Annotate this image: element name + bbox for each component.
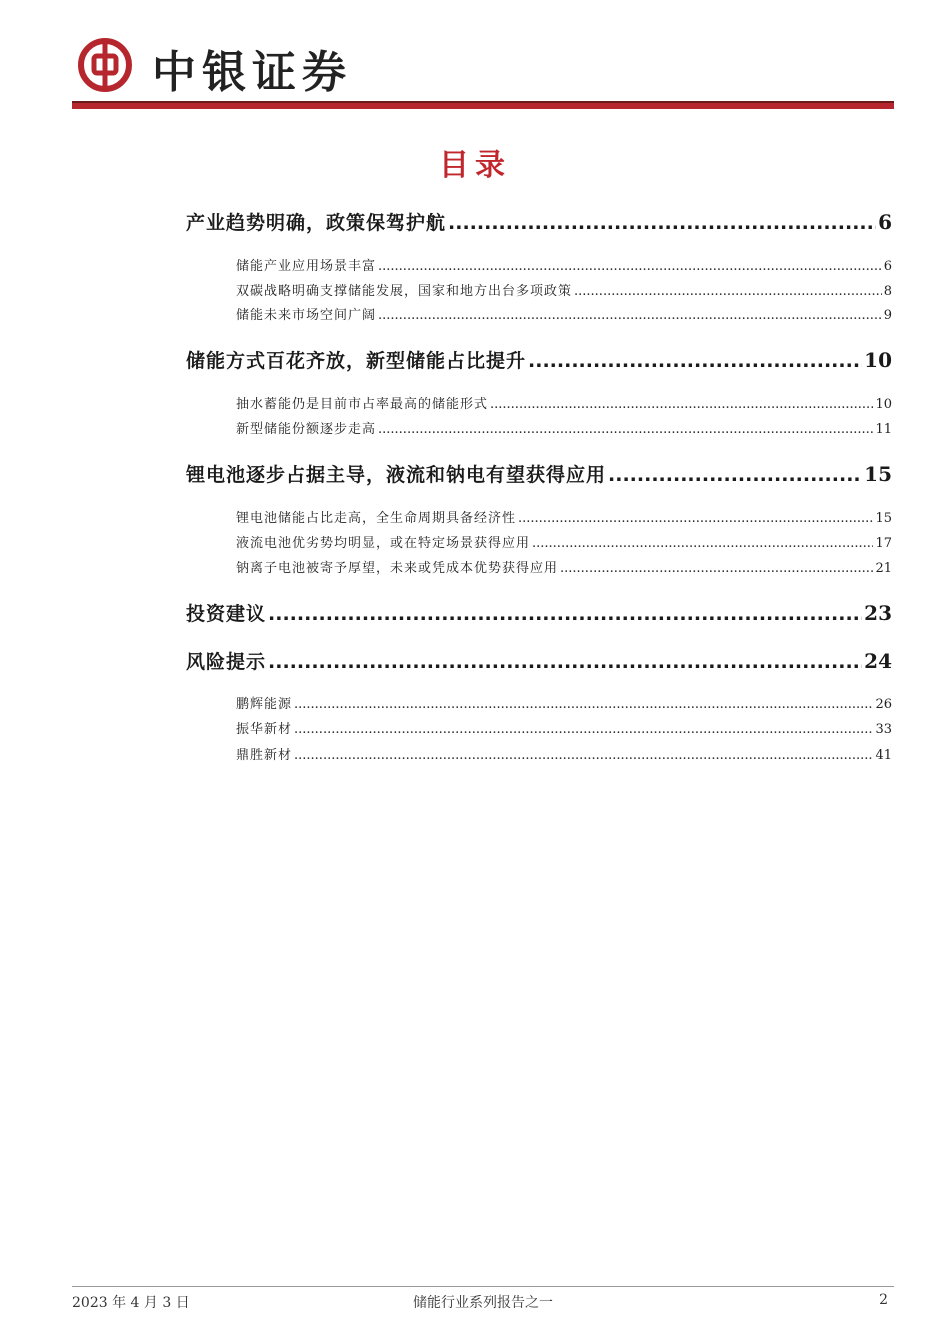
toc-entry-label: 储能方式百花齐放，新型储能占比提升 bbox=[186, 350, 527, 372]
footer-series-title: 储能行业系列报告之一 bbox=[413, 1295, 553, 1311]
toc-leader-dots bbox=[608, 464, 862, 486]
toc-entry-level2[interactable] bbox=[236, 718, 892, 737]
toc-entry-page: 6 bbox=[883, 259, 892, 274]
toc-entry-label: 鹏辉能源 bbox=[236, 697, 293, 712]
report-footer bbox=[72, 1292, 894, 1312]
toc-entry-label: 产业趋势明确，政策保驾护航 bbox=[186, 212, 447, 234]
toc-entry-page: 6 bbox=[878, 210, 892, 234]
toc-leader-dots bbox=[294, 722, 873, 737]
toc-leader-dots bbox=[560, 561, 873, 576]
toc-entry-label: 储能未来市场空间广阔 bbox=[236, 308, 377, 323]
toc-entry-level1[interactable] bbox=[186, 647, 892, 674]
toc-leader-dots bbox=[532, 536, 873, 551]
toc-entry-page: 15 bbox=[875, 511, 892, 526]
toc-entry-page: 26 bbox=[875, 697, 892, 712]
toc-entry-page: 23 bbox=[864, 601, 892, 625]
footer-date: 2023 年 4 月 3 日 bbox=[72, 1295, 190, 1311]
toc-entry-page: 21 bbox=[875, 561, 892, 576]
toc-entry-label: 储能产业应用场景丰富 bbox=[236, 259, 377, 274]
toc-entry-label: 抽水蓄能仍是目前市占率最高的储能形式 bbox=[236, 397, 489, 412]
toc-entry-label: 锂电池逐步占据主导，液流和钠电有望获得应用 bbox=[186, 464, 607, 486]
toc-leader-dots bbox=[294, 748, 873, 763]
toc-entry-page: 24 bbox=[864, 649, 892, 673]
toc-entry-label: 双碳战略明确支撑储能发展，国家和地方出台多项政策 bbox=[236, 284, 573, 299]
brand-name: 中银证券 bbox=[152, 47, 352, 98]
toc-entry-label: 锂电池储能占比走高，全生命周期具备经济性 bbox=[236, 511, 517, 526]
toc-leader-dots bbox=[268, 603, 862, 625]
toc-leader-dots bbox=[518, 511, 873, 526]
header-red-band bbox=[72, 103, 894, 109]
toc-entry-page: 8 bbox=[883, 284, 892, 299]
toc-entry-label: 钠离子电池被寄予厚望，未来或凭成本优势获得应用 bbox=[236, 561, 559, 576]
toc-entry-level2[interactable] bbox=[236, 255, 892, 274]
report-header bbox=[72, 30, 894, 102]
toc-entry-page: 17 bbox=[875, 536, 892, 551]
toc-leader-dots bbox=[528, 350, 862, 372]
toc-entry-label: 新型储能份额逐步走高 bbox=[236, 422, 377, 437]
toc-entry-label: 液流电池优劣势均明显，或在特定场景获得应用 bbox=[236, 536, 531, 551]
toc-entry-level2[interactable] bbox=[236, 693, 892, 712]
toc-leader-dots bbox=[448, 212, 876, 234]
toc-leader-dots bbox=[490, 397, 873, 412]
toc-entry-label: 投资建议 bbox=[186, 603, 267, 625]
toc-entry-level2[interactable] bbox=[236, 418, 892, 437]
toc-title: 目录 bbox=[439, 148, 511, 183]
toc-entry-level1[interactable] bbox=[186, 208, 892, 235]
toc-entry-level2[interactable] bbox=[236, 557, 892, 576]
footer-page-number: 2 bbox=[879, 1292, 888, 1308]
toc-entry-page: 11 bbox=[875, 422, 892, 437]
toc-entry-page: 10 bbox=[864, 348, 892, 372]
toc-entry-level2[interactable] bbox=[236, 280, 892, 299]
toc-entry-level2[interactable] bbox=[236, 393, 892, 412]
toc-entry-page: 9 bbox=[883, 308, 892, 323]
toc-entry-label: 鼎胜新材 bbox=[236, 748, 293, 763]
toc-leader-dots bbox=[294, 697, 873, 712]
toc-entry-level2[interactable] bbox=[236, 744, 892, 763]
toc-entry-level2[interactable] bbox=[236, 507, 892, 526]
toc-leader-dots bbox=[378, 259, 882, 274]
toc-entry-level2[interactable] bbox=[236, 304, 892, 323]
bank-of-china-logo-icon bbox=[78, 38, 132, 92]
toc-entry-level1[interactable] bbox=[186, 599, 892, 626]
toc-entry-page: 10 bbox=[875, 397, 892, 412]
toc-leader-dots bbox=[268, 651, 862, 673]
toc-entry-page: 15 bbox=[864, 462, 892, 486]
toc-entry-level2[interactable] bbox=[236, 532, 892, 551]
toc-entry-level1[interactable] bbox=[186, 346, 892, 373]
toc-entry-page: 41 bbox=[875, 748, 892, 763]
footer-divider bbox=[72, 1286, 894, 1287]
toc-entry-page: 33 bbox=[875, 722, 892, 737]
toc-entry-label: 振华新材 bbox=[236, 722, 293, 737]
toc-entry-label: 风险提示 bbox=[186, 651, 267, 673]
toc-leader-dots bbox=[378, 422, 873, 437]
toc-leader-dots bbox=[574, 284, 882, 299]
toc-entry-level1[interactable] bbox=[186, 460, 892, 487]
toc-leader-dots bbox=[378, 308, 882, 323]
